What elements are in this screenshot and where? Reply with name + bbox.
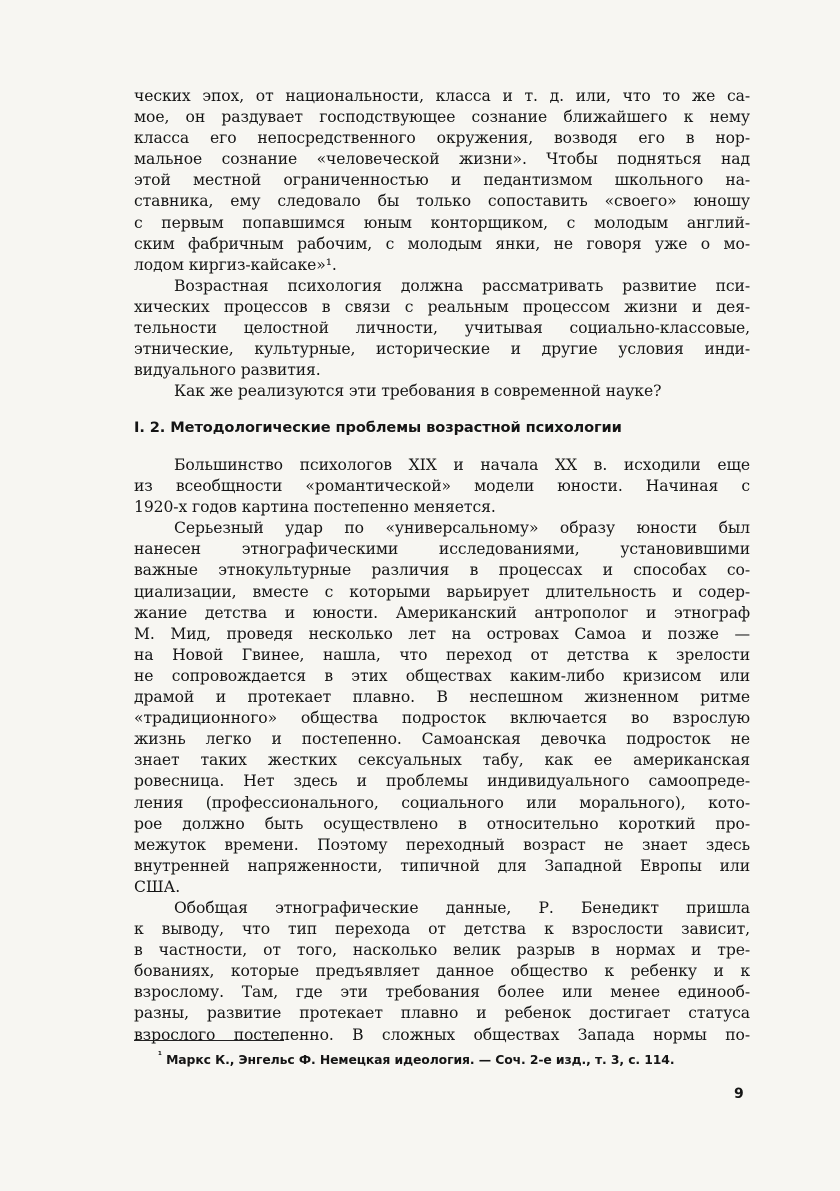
text-line: знает таких жестких сексуальных табу, как ее американская (134, 751, 750, 770)
text-line: этой местной ограниченностью и педантизмом школьного на- (134, 171, 750, 190)
footnote-mark: ¹ (158, 1051, 162, 1061)
text-line: класса его непосредственного окружения, возводя его в нор- (134, 129, 750, 148)
text-line: важные этнокультурные различия в процессах и способах со- (134, 561, 750, 580)
text-line: тельности целостной личности, учитывая социально-классовые, (134, 319, 750, 338)
text-line: лодом киргиз-кайсаке»¹. (134, 255, 337, 274)
text-line: мое, он раздувает господствующее сознание ближайшего к нему (134, 108, 750, 127)
text-line: жание детства и юности. Американский антрополог и этнограф (134, 603, 750, 622)
page-number: 9 (734, 1086, 744, 1102)
text-line: «традиционного» общества подросток включается во взрослую (134, 709, 750, 728)
text-line: в частности, от того, насколько велик разрыв в нормах и тре- (134, 941, 750, 960)
text-line: рое должно быть осуществлено в относительно короткий про- (134, 814, 750, 833)
text-line: Как же реализуются эти требования в современной науке? (174, 382, 662, 401)
text-line: ским фабричным рабочим, с молодым янки, не говоря уже о мо- (134, 234, 750, 253)
text-line: ления (профессионального, социального или морального), кото- (134, 793, 750, 812)
text-line: с первым попавшимся юным конторщиком, с молодым англий- (134, 213, 750, 232)
text-line: хических процессов в связи с реальным процессом жизни и дея- (134, 297, 750, 316)
text-line: циализации, вместе с которыми варьирует длительность и содер- (134, 582, 750, 601)
section2-text (134, 455, 750, 1046)
text-line: к выводу, что тип перехода от детства к взрослости зависит, (134, 920, 750, 939)
text-line: драмой и протекает плавно. В неспешном жизненном ритме (134, 688, 750, 707)
text-line: США. (134, 877, 181, 896)
text-line: межуток времени. Поэтому переходный возраст не знает здесь (134, 835, 750, 854)
text-line: ставника, ему следовало бы только сопоставить «своего» юношу (134, 192, 750, 211)
text-line: не сопровождается в этих обществах каким-либо кризисом или (134, 666, 750, 685)
text-line: на Новой Гвинее, нашла, что переход от детства к зрелости (134, 645, 750, 664)
text-line: этнические, культурные, исторические и другие условия инди- (134, 340, 750, 359)
section1-text (134, 86, 750, 402)
text-line: мальное сознание «человеческой жизни». Чтобы подняться над (134, 150, 750, 169)
text-line: бованиях, которые предъявляет данное общество к ребенку и к (134, 962, 750, 981)
text-line: ровесница. Нет здесь и проблемы индивидуального самоопреде- (134, 772, 750, 791)
text-line: из всеобщности «романтической» модели юности. Начиная с (134, 477, 750, 496)
text-line: взрослому. Там, где эти требования более или менее единооб- (134, 983, 750, 1002)
text-line: жизнь легко и постепенно. Самоанская девочка подросток не (134, 730, 750, 749)
text-line: разны, развитие протекает плавно и ребенок достигает статуса (134, 1004, 750, 1023)
text-line: внутренней напряженности, типичной для Западной Европы или (134, 856, 750, 875)
text-line: взрослого постепенно. В сложных обществах Запада нормы по- (134, 1025, 750, 1044)
text-line: Обобщая этнографические данные, Р. Бенедикт пришла (174, 898, 750, 917)
text-line: 1920-х годов картина постепенно меняется. (134, 498, 496, 517)
footnote-text: Маркс К., Энгельс Ф. Немецкая идеология. — Соч. 2-е изд., т. 3, с. 114. (166, 1052, 675, 1068)
footnote (158, 1052, 752, 1067)
text-line: ческих эпох, от национальности, класса и т. д. или, что то же са- (134, 87, 750, 105)
text-line: нанесен этнографическими исследованиями, установившими (134, 540, 750, 559)
text-line: Большинство психологов XIX и начала XX в. исходили еще (174, 456, 750, 474)
text-line: видуального развития. (134, 361, 321, 380)
text-line: Возрастная психология должна рассматривать развитие пси- (174, 276, 750, 295)
text-line: Серьезный удар по «универсальному» образу юности был (174, 519, 750, 538)
section-heading: I. 2. Методологические проблемы возрастной психологии (134, 419, 622, 436)
footnote-divider (134, 1040, 284, 1041)
text-line: М. Мид, проведя несколько лет на островах Самоа и позже — (134, 624, 750, 643)
